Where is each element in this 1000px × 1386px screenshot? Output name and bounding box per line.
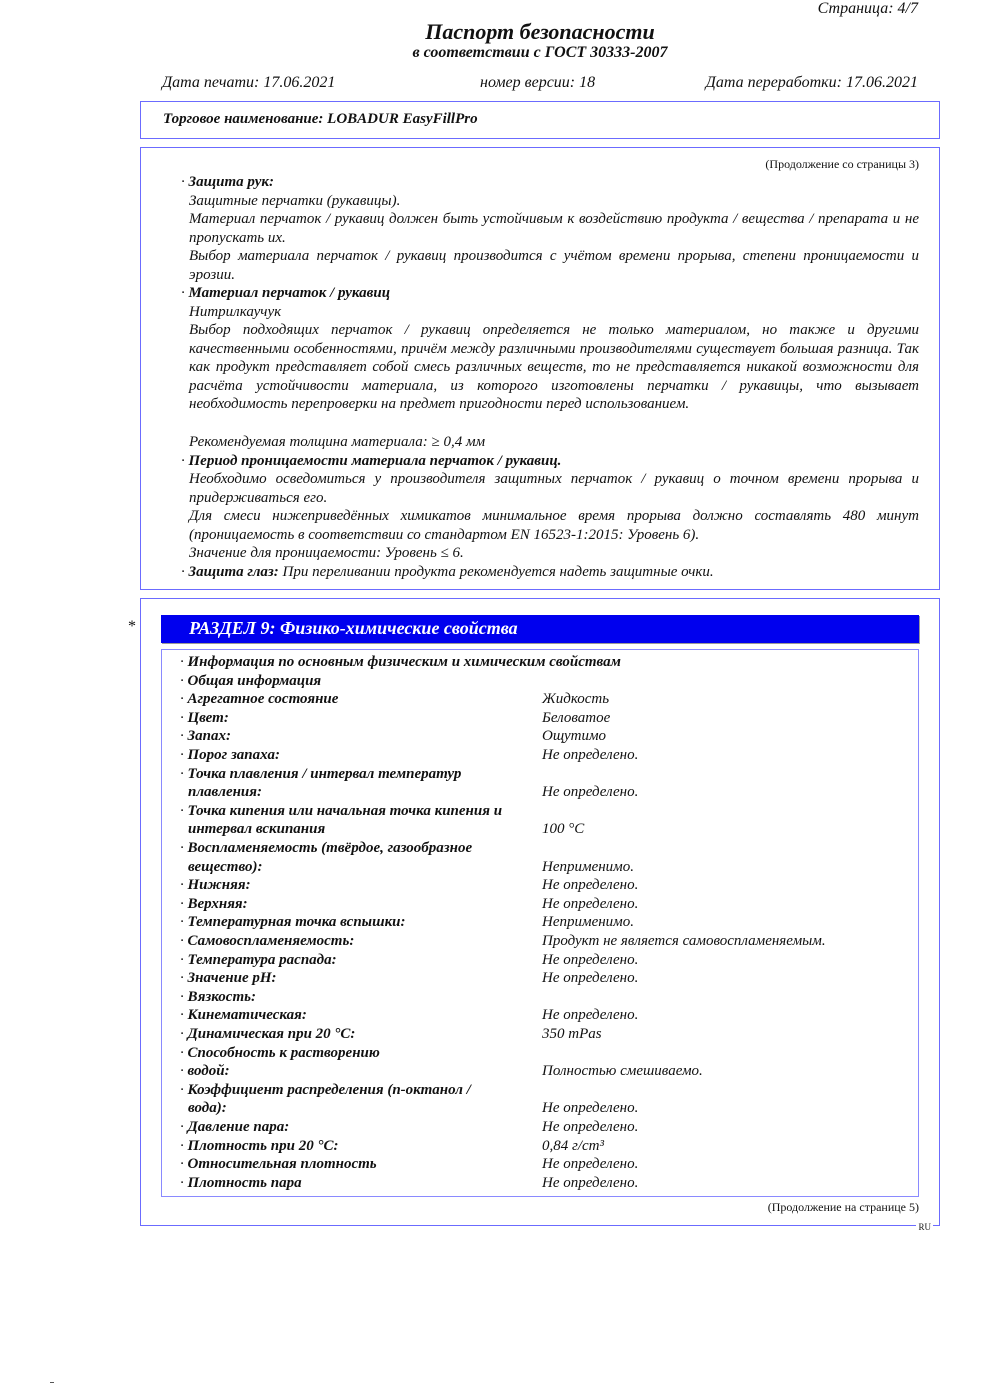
property-value: Не определено. bbox=[542, 747, 639, 763]
label-text: Цвет: bbox=[187, 709, 229, 726]
label-text: Плотность при 20 °C: bbox=[187, 1137, 339, 1154]
property-value: Ощутимо bbox=[542, 728, 607, 745]
property-label bbox=[180, 653, 900, 672]
bullet: · bbox=[180, 709, 188, 726]
label-text: Плотность пара bbox=[187, 1174, 302, 1191]
heading-text: Период проницаемости материала перчаток / рукавиц. bbox=[188, 453, 562, 469]
page-number: Страница: 4/7 bbox=[817, 0, 918, 17]
property-label bbox=[180, 1062, 520, 1081]
document-subtitle: в соответствии с ГОСТ 30333-2007 bbox=[412, 44, 668, 61]
trade-name: Торговое наименование: LOBADUR EasyFillPro bbox=[163, 111, 478, 127]
property-value: Не определено. bbox=[542, 784, 639, 801]
label-text: Нижняя: bbox=[187, 877, 251, 894]
label-text: Температура распада: bbox=[187, 951, 337, 968]
bullet: · bbox=[180, 988, 188, 1005]
property-value: Не определено. bbox=[542, 970, 639, 987]
bullet: · bbox=[180, 840, 188, 856]
bullet: · bbox=[180, 895, 188, 912]
label-text: водой: bbox=[187, 1063, 230, 1080]
label-text: Относительная плотность bbox=[187, 1156, 377, 1173]
bullet: · bbox=[180, 1007, 188, 1024]
property-label-continued: интервал вскипания bbox=[188, 821, 326, 838]
property-value: Неприменимо. bbox=[542, 858, 634, 875]
property-value: Не определено. bbox=[542, 1156, 639, 1173]
property-value: 350 mPas bbox=[542, 1026, 602, 1042]
property-value: Неприменимо. bbox=[542, 914, 634, 931]
bullet: · bbox=[180, 802, 188, 819]
bullet: · bbox=[180, 1063, 188, 1080]
label-text: Информация по основным физическим и химическим свойствам bbox=[187, 654, 621, 670]
property-label bbox=[180, 1081, 520, 1100]
property-value: Не определено. bbox=[542, 1174, 639, 1191]
bullet: · bbox=[180, 877, 188, 894]
hand-protection-line: Выбор материала перчаток / рукавиц производится с учётом времени прорыва, степени проницаемости и эрозии. bbox=[189, 248, 919, 283]
heading-text: Защита рук: bbox=[188, 174, 274, 190]
bullet: · bbox=[180, 1081, 188, 1098]
section-9-header bbox=[161, 615, 919, 643]
property-value: Жидкость bbox=[542, 691, 610, 708]
bullet: · bbox=[180, 728, 188, 745]
property-label bbox=[180, 746, 520, 765]
property-label bbox=[180, 895, 520, 914]
bullet: · bbox=[180, 951, 188, 968]
bullet: · bbox=[180, 765, 188, 782]
label-text: Верхняя: bbox=[187, 895, 248, 912]
label-text: Давление пара: bbox=[187, 1119, 290, 1135]
property-label bbox=[180, 1137, 520, 1156]
label-text: Порог запаха: bbox=[187, 747, 280, 763]
property-value: Полностью смешиваемо. bbox=[542, 1063, 703, 1080]
bullet: · bbox=[180, 1156, 188, 1173]
label-text: Запах: bbox=[187, 728, 231, 745]
label-text: Кинематическая: bbox=[187, 1007, 307, 1024]
property-label-continued: вода): bbox=[188, 1100, 227, 1117]
changed-marker: * bbox=[128, 618, 136, 635]
continuation-box bbox=[140, 147, 940, 590]
trade-name-box bbox=[140, 101, 940, 139]
page-mark bbox=[50, 1382, 54, 1383]
continued-on-note: (Продолжение на странице 5) bbox=[767, 1200, 919, 1214]
property-label bbox=[180, 709, 520, 728]
bullet: · bbox=[180, 1044, 188, 1061]
bullet: · bbox=[180, 654, 188, 670]
label-text: Общая информация bbox=[187, 672, 322, 689]
property-label bbox=[180, 839, 520, 858]
bullet: · bbox=[180, 672, 188, 689]
label-text: Коэффициент распределения (n-октанол / bbox=[187, 1081, 471, 1098]
property-value: Не определено. bbox=[542, 1119, 639, 1135]
bullet: · bbox=[180, 1137, 188, 1154]
hand-protection-heading: · Защита рук: bbox=[181, 174, 274, 190]
heading-text: Материал перчаток / рукавиц bbox=[188, 285, 391, 301]
version-number: номер версии: 18 bbox=[480, 74, 596, 91]
property-label bbox=[180, 932, 520, 951]
bullet: · bbox=[180, 1119, 188, 1135]
label-text: Точка плавления / интервал температур bbox=[187, 765, 462, 782]
revision-date: Дата переработки: 17.06.2021 bbox=[705, 74, 918, 91]
label-text: Воспламеняемость (твёрдое, газообразное bbox=[187, 840, 473, 856]
property-label bbox=[180, 1025, 520, 1044]
property-label bbox=[180, 690, 520, 709]
label-text: Температурная точка вспышки: bbox=[187, 914, 406, 931]
penetration-time-line: Необходимо осведомиться у производителя защитных перчаток / рукавиц о точном времени прорыва и придерживаться его. bbox=[189, 471, 919, 506]
glove-material-line: Выбор подходящих перчаток / рукавиц определяется не только материалом, но также и другими качественными особенностями, причём между различными производителями существует большая разница. Так как продукт представляет собой смесь различных веществ, то не представляется никакой возможности для расчёта устойчивости материала, из которого изготовлены перчатки / рукавицы, что вызывает необходимость перепроверки на предмет пригодности перед использованием. bbox=[189, 322, 919, 413]
hand-protection-line: Материал перчаток / рукавиц должен быть устойчивым к воздействию продукта / вещества / препарата и не пропускать их. bbox=[189, 211, 919, 246]
property-value: Не определено. bbox=[542, 951, 639, 968]
bullet: · bbox=[180, 1026, 188, 1042]
property-label bbox=[180, 913, 520, 932]
section-9-title: РАЗДЕЛ 9: Физико-химические свойства bbox=[189, 618, 518, 638]
label-text: Значение pH: bbox=[187, 970, 277, 987]
glove-material-heading: · Материал перчаток / рукавиц bbox=[181, 285, 391, 301]
property-label bbox=[180, 727, 520, 746]
eye-protection: · Защита глаз: При переливании продукта рекомендуется надеть защитные очки. bbox=[181, 564, 714, 580]
property-value: Не определено. bbox=[542, 1100, 639, 1117]
property-label bbox=[180, 765, 520, 784]
property-label bbox=[180, 802, 520, 821]
property-label bbox=[180, 1118, 520, 1137]
property-value: Не определено. bbox=[542, 1007, 639, 1024]
bullet: · bbox=[180, 691, 188, 708]
property-value: Беловатое bbox=[542, 709, 611, 726]
language-tag: RU bbox=[918, 1222, 931, 1232]
label-text: Агрегатное состояние bbox=[187, 691, 339, 708]
property-label bbox=[180, 1006, 520, 1025]
property-label bbox=[180, 876, 520, 895]
bullet: · bbox=[180, 1174, 188, 1191]
property-label bbox=[180, 1174, 520, 1193]
label-text: Вязкость: bbox=[187, 988, 256, 1005]
property-label bbox=[180, 1044, 520, 1063]
properties-table bbox=[161, 649, 919, 1197]
section-9-box bbox=[140, 598, 940, 1232]
bullet: · bbox=[180, 970, 188, 987]
property-label bbox=[180, 951, 520, 970]
penetration-time-line: Значение для проницаемости: Уровень ≤ 6. bbox=[189, 545, 464, 561]
document-title: Паспорт безопасности bbox=[425, 19, 655, 44]
property-value: Не определено. bbox=[542, 877, 639, 894]
glove-material-line: Рекомендуемая толщина материала: ≥ 0,4 мм bbox=[189, 434, 486, 450]
property-label-continued: плавления: bbox=[188, 784, 262, 801]
property-label bbox=[180, 672, 900, 691]
bullet: · bbox=[180, 914, 188, 931]
continued-from-note: (Продолжение со страницы 3) bbox=[765, 157, 919, 171]
property-label-continued: вещество): bbox=[188, 858, 263, 875]
property-value: 100 °C bbox=[542, 821, 585, 838]
label-text: Точка кипения или начальная точка кипения и bbox=[187, 802, 503, 819]
penetration-time-line: Для смеси нижеприведённых химикатов минимальное время прорыва должно составлять 480 минут (проницаемость в соответствии со стандартом EN 16523-1:2015: Уровень 6). bbox=[189, 508, 919, 543]
property-label bbox=[180, 988, 520, 1007]
hand-protection-line: Защитные перчатки (рукавицы). bbox=[189, 193, 401, 209]
bullet: · bbox=[180, 933, 188, 949]
label-text: Динамическая при 20 °C: bbox=[187, 1026, 356, 1042]
property-label bbox=[180, 1155, 520, 1174]
eye-protection-text: При переливании продукта рекомендуется надеть защитные очки. bbox=[282, 564, 714, 580]
property-label bbox=[180, 969, 520, 988]
penetration-time-heading: · Период проницаемости материала перчаток / рукавиц. bbox=[181, 453, 562, 469]
glove-material-line: Нитрилкаучук bbox=[189, 304, 282, 320]
property-value: Продукт не является самовоспламеняемым. bbox=[542, 933, 826, 949]
print-date: Дата печати: 17.06.2021 bbox=[162, 74, 336, 91]
property-value: Не определено. bbox=[542, 895, 639, 912]
heading-text: Защита глаз: bbox=[188, 564, 279, 580]
label-text: Способность к растворению bbox=[187, 1044, 380, 1061]
property-value: 0,84 г/cm³ bbox=[542, 1137, 605, 1154]
bullet: · bbox=[180, 747, 188, 763]
label-text: Самовоспламеняемость: bbox=[187, 933, 355, 949]
